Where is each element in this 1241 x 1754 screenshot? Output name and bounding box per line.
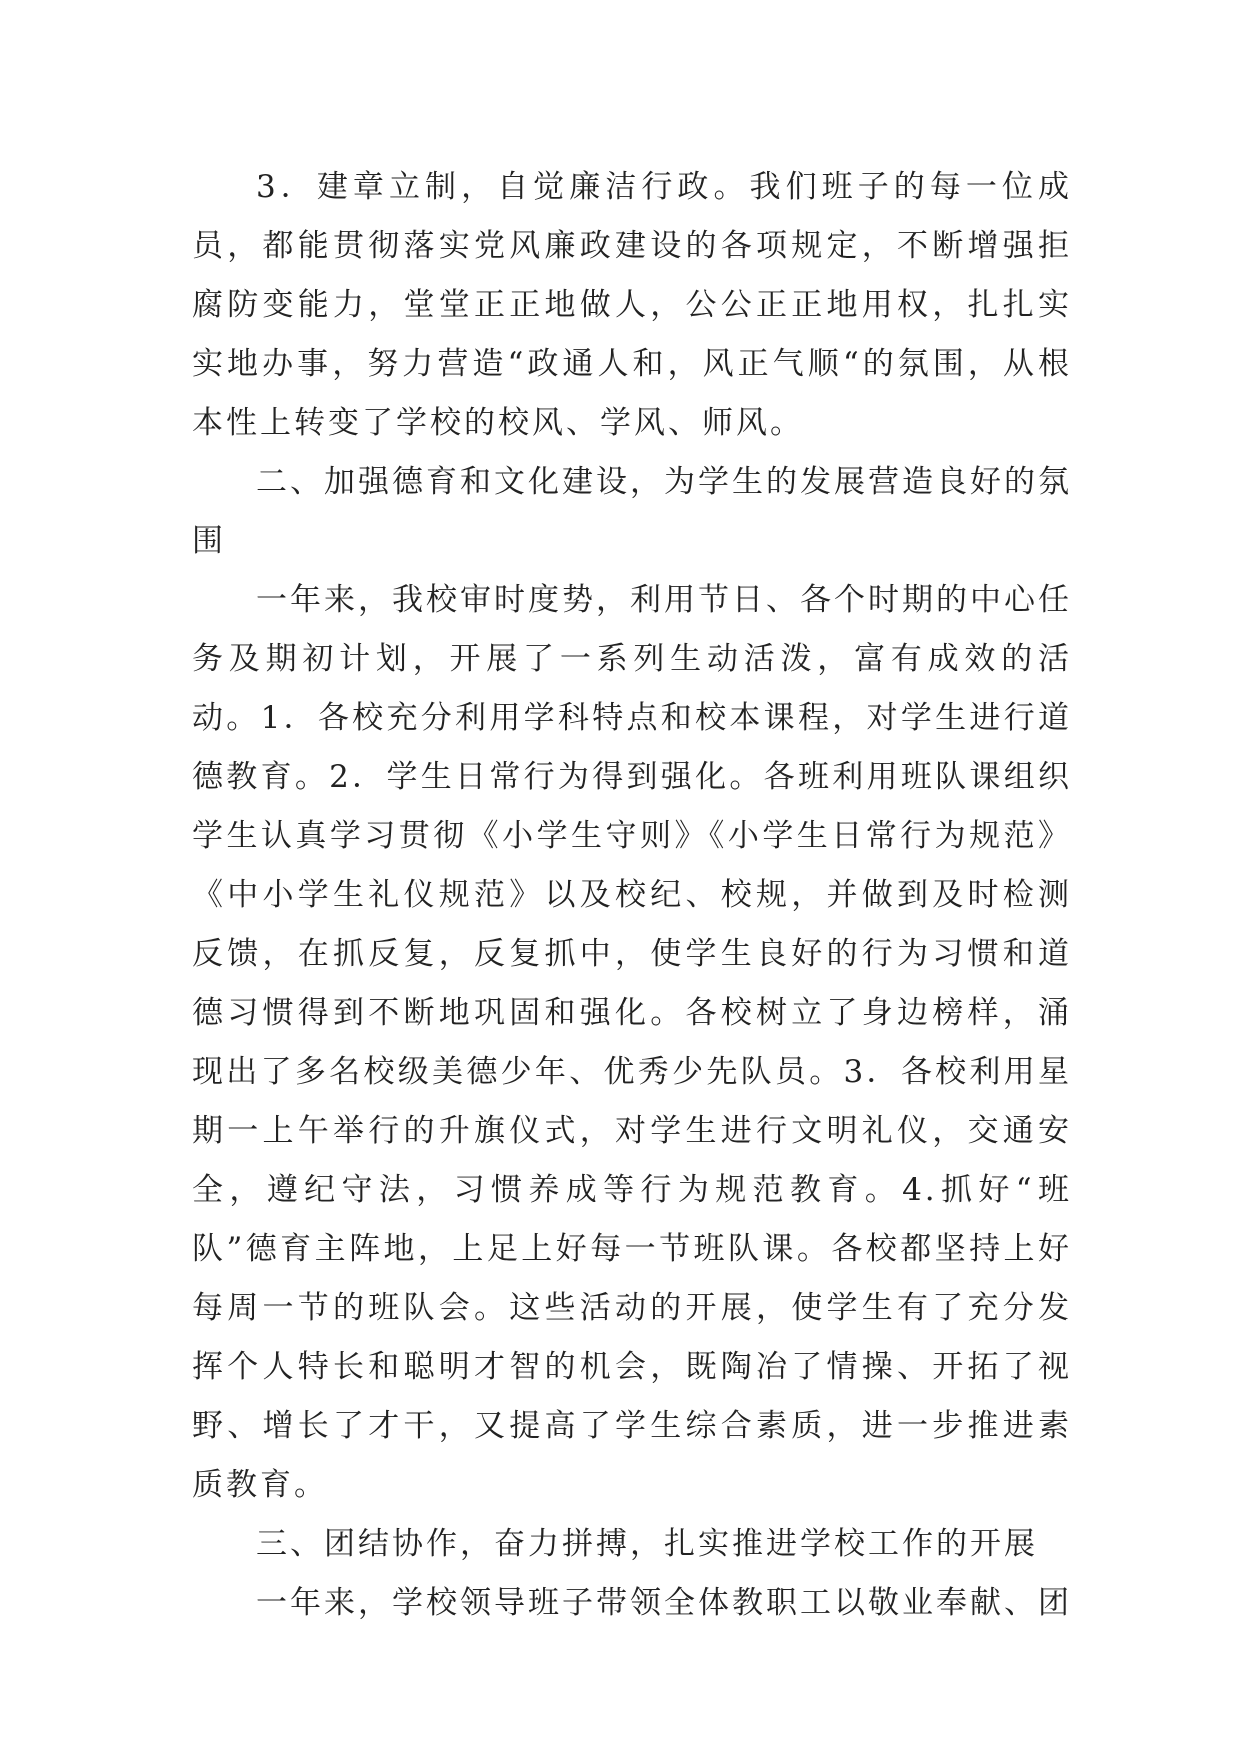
section-heading-teamwork: 三、团结协作，奋力拼搏，扎实推进学校工作的开展 [256,1526,1038,1562]
document-body [192,158,1072,1633]
paragraph-moral-activities: 一年来，我校审时度势，利用节日、各个时期的中心任务及期初计划，开展了一系列生动活泼，富有成效的活动。1．各校充分利用学科特点和校本课程，对学生进行道德教育。2．学生日常行为得到强化。各班利用班队课组织学生认真学习贯彻《小学生守则》《小学生日常行为规范》《中小学生礼仪规范》以及校纪、校规，并做到及时检测反馈，在抓反复，反复抓中，使学生良好的行为习惯和道德习惯得到不断地巩固和强化。各校树立了身边榜样，涌现出了多名校级美德少年、优秀少先队员。3．各校利用星期一上午举行的升旗仪式，对学生进行文明礼仪，交通安全，遵纪守法，习惯养成等行为规范教育。4.抓好“班队”德育主阵地，上足上好每一节班队课。各校都坚持上好每周一节的班队会。这些活动的开展，使学生有了充分发挥个人特长和聪明才智的机会，既陶冶了情操、开拓了视野、增长了才干，又提高了学生综合素质，进一步推进素质教育。 [192,582,1072,1503]
paragraph-leadership: 一年来，学校领导班子带领全体教职工以敬业奉献、团 [256,1585,1072,1621]
section-heading-moral-education: 二、加强德育和文化建设，为学生的发展营造良好的氛围 [192,464,1072,559]
paragraph-integrity-rules: 3．建章立制，自觉廉洁行政。我们班子的每一位成员，都能贯彻落实党风廉政建设的各项规定，不断增强拒腐防变能力，堂堂正正地做人，公公正正地用权，扎扎实实地办事，努力营造“政通人和，风正气顺“的氛围，从根本性上转变了学校的校风、学风、师风。 [192,169,1072,441]
